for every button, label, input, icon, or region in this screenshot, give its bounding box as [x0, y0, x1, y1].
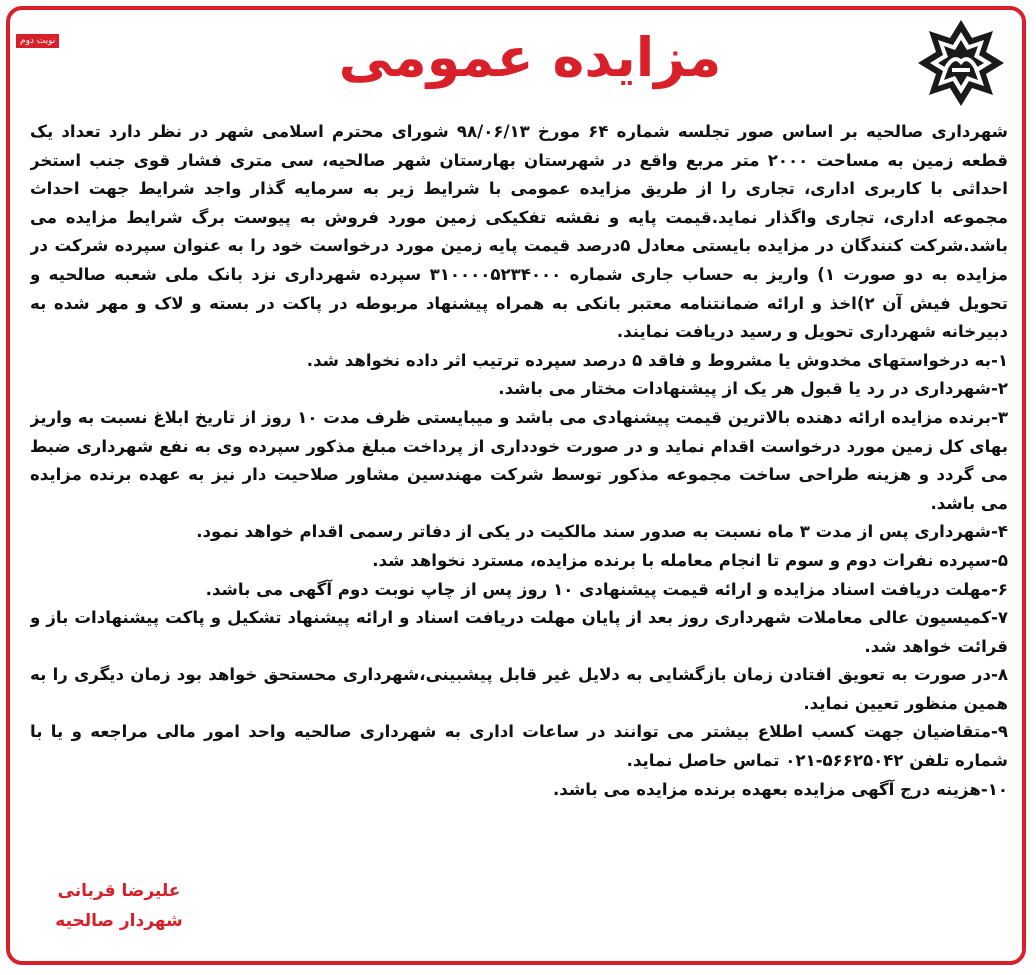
- condition-item-6: ۶-مهلت دریافت اسناد مزایده و ارائه قیمت پیشنهادی ۱۰ روز پس از چاپ نوبت دوم آگهی می باشد.: [205, 579, 1008, 599]
- condition-item-2: ۲-شهرداری در رد یا قبول هر یک از پیشنهادات مختار می باشد.: [498, 379, 1008, 399]
- round-badge: نوبت دوم: [16, 34, 59, 48]
- municipality-emblem-icon: [916, 18, 1006, 108]
- condition-item-10: ۱۰-هزینه درج آگهی مزایده بعهده برنده مزایده می باشد.: [553, 779, 1008, 799]
- condition-item-4: ۴-شهرداری پس از مدت ۳ ماه نسبت به صدور سند مالکیت در یکی از دفاتر رسمی اقدام خواهد نمود.: [196, 522, 1008, 542]
- signature-block: [34, 876, 204, 936]
- condition-item-3: ۳-برنده مزایده ارائه دهنده بالاترین قیمت پیشنهادی می باشد و میبایستی ظرف مدت ۱۰ روز از تاریخ ابلاغ نسبت به واریز بهای کل زمین مورد درخواست اقدام نماید و در صورت خودداری از پرداخت مبلغ مذکور سپرده وی به نفع شهرداری ضبط می گردد و هزینه طراحی ساخت مجموعه مذکور توسط شرکت مهندسین مشاور صلاحیت دار نیز به عهده برنده مزایده می باشد.: [30, 407, 1008, 513]
- condition-item-1: ۱-به درخواستهای مخدوش یا مشروط و فاقد ۵ درصد سپرده ترتیب اثر داده نخواهد شد.: [306, 350, 1008, 370]
- condition-item-9: ۹-متقاضیان جهت کسب اطلاع بیشتر می توانند در ساعات اداری به شهرداری صالحیه واحد امور مالی مراجعه و یا با شماره تلفن ۵۶۶۲۵۰۴۲-۰۲۱ تماس حاصل نماید.: [30, 722, 1008, 771]
- signatory-name: علیرضا قربانی: [57, 881, 181, 901]
- condition-item-7: ۷-کمیسیون عالی معاملات شهرداری روز بعد از پایان مهلت دریافت اسناد و ارائه پیشنهاد تشکیل و پاکت پیشنهادات باز و قرائت خواهد شد.: [30, 608, 1008, 656]
- notice-title: مزایده عمومی: [338, 26, 722, 89]
- notice-intro: شهرداری صالحیه بر اساس صور تجلسه شماره ۶۴ مورخ ۹۸/۰۶/۱۳ شورای محترم اسلامی شهر در نظر دارد تعداد یک قطعه زمین به مساحت ۲۰۰۰ متر مربع واقع در شهرستان بهارستان شهر صالحیه، سی متری فشار قوی جنب استخر احداثی با کاربری اداری، تجاری را از طریق مزایده عمومی با شرایط زیر به سرمایه گذار واجد شرایط جهت احداث مجموعه اداری، تجاری واگذار نماید.قیمت پایه و نقشه تفکیکی زمین مورد فروش به پیوست برگ شرایط مزایده می باشد.شرکت کنندگان در مزایده بایستی معادل ۵درصد قیمت پایه زمین مورد درخواست خود را به عنوان سپرده شرکت در مزایده به دو صورت ۱) واریز به حساب جاری شماره ۳۱۰۰۰۰۵۲۳۴۰۰۰ سپرده شهرداری نزد بانک ملی شعبه صالحیه و تحویل فیش آن ۲)اخذ و ارائه ضمانتنامه معتبر بانکی به همراه پیشنهاد مربوطه در پاکت در بسته و لاک و مهر شده به دبیرخانه شهرداری تحویل و رسید دریافت نمایند.: [30, 122, 1008, 342]
- condition-item-5: ۵-سپرده نفرات دوم و سوم تا انجام معامله با برنده مزایده، مسترد نخواهد شد.: [372, 550, 1008, 570]
- notice-body: [30, 118, 1008, 868]
- condition-item-8: ۸-در صورت به تعویق افتادن زمان بازگشایی به دلایل غیر قابل پیشبینی،شهرداری محستحق خواهد بود زمان دیگری را به همین منظور تعیین نماید.: [30, 665, 1008, 713]
- signatory-role: شهردار صالحیه: [55, 911, 183, 931]
